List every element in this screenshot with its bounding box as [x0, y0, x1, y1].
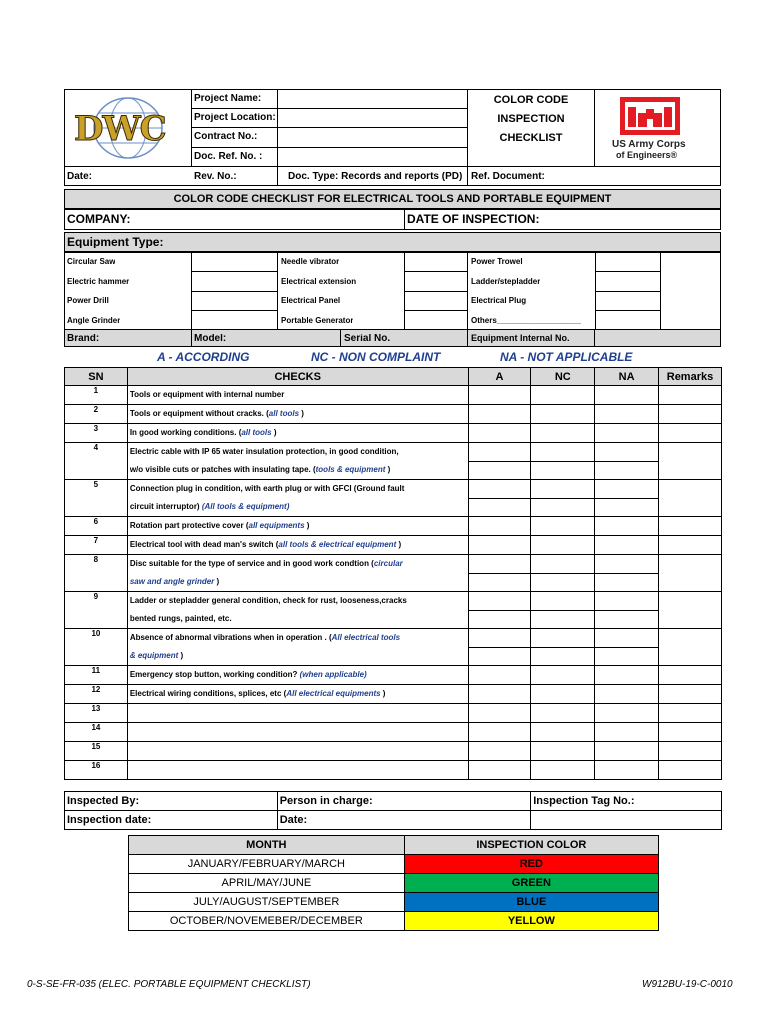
- check-text-part: In good working conditions. (: [129, 428, 242, 437]
- person-in-charge-label: Person in charge:: [279, 795, 373, 807]
- inspection-tag-cell[interactable]: [531, 792, 722, 811]
- check-a-cell[interactable]: [468, 704, 531, 723]
- check-na-cell[interactable]: [595, 405, 659, 424]
- check-text: [127, 685, 468, 704]
- check-remarks-cell[interactable]: [659, 592, 722, 629]
- check-sn: 7: [65, 536, 128, 555]
- check-scope-text: tools & equipment: [315, 465, 386, 474]
- equipment-others: Others___________________: [471, 317, 582, 325]
- check-text-end: ): [385, 465, 391, 474]
- usace-logo-line1: US Army Corps: [612, 139, 686, 150]
- check-sn: 10: [65, 629, 128, 666]
- section-title: COLOR CODE CHECKLIST FOR ELECTRICAL TOOLS AND PORTABLE EQUIPMENT: [173, 194, 612, 205]
- check-nc-cell[interactable]: [531, 443, 595, 480]
- table-row: [65, 666, 722, 685]
- check-text-part: bented rungs, painted, etc.: [129, 614, 232, 623]
- check-remarks-cell[interactable]: [659, 517, 722, 536]
- nc-header: NC: [531, 368, 595, 386]
- check-na-cell[interactable]: [595, 742, 659, 761]
- inspected-by-label: Inspected By:: [67, 795, 140, 807]
- check-sn: 4: [65, 443, 128, 480]
- check-remarks-cell[interactable]: [659, 386, 722, 405]
- equipment-checkbox[interactable]: [404, 291, 468, 311]
- check-text-part: w/o visible cuts or patches with insulating tape. (: [129, 465, 316, 474]
- check-sn: 11: [65, 666, 128, 685]
- table-row: [65, 480, 722, 517]
- check-a-cell[interactable]: [468, 443, 531, 480]
- check-a-cell[interactable]: [468, 723, 531, 742]
- month-range: APRIL/MAY/JUNE: [129, 874, 405, 893]
- check-nc-cell[interactable]: [531, 704, 595, 723]
- check-sn: 5: [65, 480, 128, 517]
- check-text: [127, 480, 468, 517]
- project-location-label: Project Location:: [194, 113, 276, 123]
- legend-according: A - ACCORDING: [157, 350, 250, 364]
- check-na-cell[interactable]: [595, 443, 659, 480]
- legend-not-applicable: NA - NOT APPLICABLE: [500, 350, 633, 364]
- check-remarks-cell[interactable]: [659, 685, 722, 704]
- check-text: [127, 443, 468, 480]
- company-field[interactable]: [150, 210, 403, 229]
- check-text: [127, 517, 468, 536]
- brand-row: [64, 329, 721, 347]
- check-text: [127, 386, 468, 405]
- check-nc-cell[interactable]: [531, 742, 595, 761]
- equipment-checkbox[interactable]: [191, 252, 278, 272]
- equipment-checkbox[interactable]: [595, 252, 661, 272]
- check-nc-cell[interactable]: [531, 629, 595, 666]
- check-text: [127, 405, 468, 424]
- check-scope-text: All electrical tools: [331, 633, 401, 642]
- brand-label: Brand:: [67, 334, 100, 344]
- check-a-cell[interactable]: [468, 666, 531, 685]
- check-a-cell[interactable]: [468, 592, 531, 629]
- rev-no-label: Rev. No.:: [194, 172, 237, 182]
- check-text: [127, 704, 468, 723]
- check-nc-cell[interactable]: [531, 536, 595, 555]
- footer-form-code: 0-S-SE-FR-035 (ELEC. PORTABLE EQUIPMENT CHECKLIST): [27, 980, 311, 990]
- equipment-power-drill: Power Drill: [67, 297, 109, 305]
- check-text-part: Disc suitable for the type of service and in good work condtion (: [129, 559, 374, 568]
- month-row: [129, 893, 659, 912]
- check-text-part: Rotation part protective cover (: [129, 521, 249, 530]
- month-color-table: [128, 835, 659, 931]
- footer-date-label: Date:: [279, 814, 308, 826]
- check-text-part: Ladder or stepladder general condition, check for rust, looseness,cracks: [129, 596, 407, 605]
- a-header: A: [468, 368, 531, 386]
- check-nc-cell[interactable]: [531, 386, 595, 405]
- check-remarks-cell[interactable]: [659, 723, 722, 742]
- inspection-color-cell: YELLOW: [404, 912, 658, 931]
- check-sn: 8: [65, 555, 128, 592]
- check-a-cell[interactable]: [468, 480, 531, 517]
- table-row: [65, 629, 722, 666]
- check-nc-cell[interactable]: [531, 517, 595, 536]
- check-text: [127, 424, 468, 443]
- check-sn: 16: [65, 761, 128, 780]
- check-na-cell[interactable]: [595, 480, 659, 517]
- check-nc-cell[interactable]: [531, 405, 595, 424]
- model-label: Model:: [194, 334, 227, 344]
- check-text-part: Tools or equipment without cracks. (: [129, 409, 269, 418]
- doc-ref-field[interactable]: [278, 148, 467, 166]
- dwc-logo-text: DWC: [74, 109, 166, 149]
- inspection-color-cell: GREEN: [404, 874, 658, 893]
- check-scope-text: saw and angle grinder: [129, 577, 215, 586]
- check-na-cell[interactable]: [595, 555, 659, 592]
- check-na-cell[interactable]: [595, 386, 659, 405]
- check-text: [127, 723, 468, 742]
- check-a-cell[interactable]: [468, 386, 531, 405]
- table-row: [65, 723, 722, 742]
- check-na-cell[interactable]: [595, 536, 659, 555]
- check-nc-cell[interactable]: [531, 424, 595, 443]
- check-sn: 2: [65, 405, 128, 424]
- na-header: NA: [595, 368, 659, 386]
- check-text-end: ): [271, 428, 277, 437]
- check-text-part: Tools or equipment with internal number: [129, 390, 285, 399]
- check-remarks-cell[interactable]: [659, 742, 722, 761]
- check-a-cell[interactable]: [468, 685, 531, 704]
- table-row: [65, 424, 722, 443]
- check-a-cell[interactable]: [468, 761, 531, 780]
- equipment-electrical-plug: Electrical Plug: [471, 297, 527, 305]
- check-scope-text: & equipment: [129, 651, 179, 660]
- contract-no-label: Contract No.:: [194, 132, 258, 142]
- project-name-field[interactable]: [278, 90, 467, 108]
- check-remarks-cell[interactable]: [659, 443, 722, 480]
- equipment-portable-generator: Portable Generator: [281, 317, 354, 325]
- check-remarks-cell[interactable]: [659, 480, 722, 517]
- table-row: [65, 742, 722, 761]
- check-a-cell[interactable]: [468, 555, 531, 592]
- check-a-cell[interactable]: [468, 405, 531, 424]
- table-row: [65, 761, 722, 780]
- check-remarks-cell[interactable]: [659, 536, 722, 555]
- check-a-cell[interactable]: [468, 536, 531, 555]
- check-scope-text: all equipments: [248, 521, 305, 530]
- equipment-circular-saw: Circular Saw: [67, 258, 116, 266]
- table-row: [65, 592, 722, 629]
- check-text-end: ): [304, 521, 310, 530]
- check-text-part: circuit interruptor): [129, 502, 202, 511]
- sn-header: SN: [65, 368, 128, 386]
- equipment-internal-label: Equipment Internal No.: [471, 334, 570, 343]
- check-remarks-cell[interactable]: [659, 666, 722, 685]
- check-a-cell[interactable]: [468, 742, 531, 761]
- remarks-header: Remarks: [659, 368, 722, 386]
- check-scope-text: all tools: [241, 428, 272, 437]
- inspection-fields: [64, 791, 722, 830]
- table-row: [65, 386, 722, 405]
- check-nc-cell[interactable]: [531, 666, 595, 685]
- check-scope-text: circular: [373, 559, 403, 568]
- table-row: [65, 517, 722, 536]
- check-na-cell[interactable]: [595, 629, 659, 666]
- legend-non-complaint: NC - NON COMPLAINT: [311, 350, 441, 364]
- check-remarks-cell[interactable]: [659, 704, 722, 723]
- equipment-electrical-extension: Electrical extension: [281, 278, 357, 286]
- equipment-checkbox[interactable]: [191, 291, 278, 311]
- check-sn: 13: [65, 704, 128, 723]
- month-range: JANUARY/FEBRUARY/MARCH: [129, 855, 405, 874]
- doc-type-text: Doc. Type: Records and reports (PD): [288, 172, 463, 182]
- check-na-cell[interactable]: [595, 704, 659, 723]
- equipment-needle-vibrator: Needle vibrator: [281, 258, 340, 266]
- check-text-part: Absence of abnormal vibrations when in operation . (: [129, 633, 332, 642]
- doc-ref-label: Doc. Ref. No. :: [194, 152, 263, 162]
- check-remarks-cell[interactable]: [659, 629, 722, 666]
- page-title: COLOR CODE INSPECTION CHECKLIST: [493, 94, 569, 144]
- check-text: [127, 536, 468, 555]
- check-sn: 1: [65, 386, 128, 405]
- check-text-part: Electrical tool with dead man's switch (: [129, 540, 279, 549]
- check-nc-cell[interactable]: [531, 685, 595, 704]
- check-text: [127, 761, 468, 780]
- usace-logo: [596, 91, 720, 165]
- check-text-end: ): [214, 577, 220, 586]
- equipment-checkbox[interactable]: [595, 291, 661, 311]
- check-remarks-cell[interactable]: [659, 555, 722, 592]
- check-a-cell[interactable]: [468, 629, 531, 666]
- check-na-cell[interactable]: [595, 517, 659, 536]
- table-row: [65, 555, 722, 592]
- serial-label: Serial No.: [344, 334, 391, 344]
- check-sn: 9: [65, 592, 128, 629]
- equipment-type-label: Equipment Type:: [67, 236, 164, 248]
- month-row: [129, 874, 659, 893]
- inspected-by-cell[interactable]: [65, 792, 278, 811]
- check-sn: 14: [65, 723, 128, 742]
- check-text: [127, 629, 468, 666]
- ref-document-label: Ref. Document:: [471, 172, 545, 182]
- check-text-part: Electric cable with IP 65 water insulation protection, in good condition,: [129, 447, 399, 456]
- empty-cell[interactable]: [531, 811, 722, 830]
- check-na-cell[interactable]: [595, 685, 659, 704]
- check-nc-cell[interactable]: [531, 480, 595, 517]
- table-row: [65, 536, 722, 555]
- person-in-charge-cell[interactable]: [277, 792, 531, 811]
- dwc-logo: [66, 91, 190, 165]
- usace-logo-line2: of Engineers®: [616, 150, 678, 160]
- check-a-cell[interactable]: [468, 424, 531, 443]
- checks-header: CHECKS: [127, 368, 468, 386]
- check-a-cell[interactable]: [468, 517, 531, 536]
- month-range: OCTOBER/NOVEMEBER/DECEMBER: [129, 912, 405, 931]
- check-nc-cell[interactable]: [531, 761, 595, 780]
- check-remarks-cell[interactable]: [659, 424, 722, 443]
- month-row: [129, 912, 659, 931]
- check-text-part: Electrical wiring conditions, splices, etc (: [129, 689, 287, 698]
- check-sn: 12: [65, 685, 128, 704]
- inspection-color-header: INSPECTION COLOR: [404, 836, 658, 855]
- table-row: [65, 685, 722, 704]
- check-nc-cell[interactable]: [531, 723, 595, 742]
- equipment-angle-grinder: Angle Grinder: [67, 317, 121, 325]
- inspection-tag-label: Inspection Tag No.:: [533, 795, 635, 807]
- check-remarks-cell[interactable]: [659, 405, 722, 424]
- check-scope-text: (All tools & equipment): [201, 502, 290, 511]
- check-text-part: Connection plug in condition, with earth plug or with GFCI (Ground fault: [129, 484, 405, 493]
- date-of-inspection-label: DATE OF INSPECTION:: [407, 213, 540, 225]
- month-row: [129, 855, 659, 874]
- check-na-cell[interactable]: [595, 424, 659, 443]
- project-location-field[interactable]: [278, 109, 467, 127]
- check-sn: 6: [65, 517, 128, 536]
- check-text: [127, 592, 468, 629]
- check-nc-cell[interactable]: [531, 592, 595, 629]
- date-label: Date:: [67, 172, 93, 182]
- equipment-checkbox[interactable]: [404, 252, 468, 272]
- check-sn: 3: [65, 424, 128, 443]
- check-na-cell[interactable]: [595, 723, 659, 742]
- table-row: [65, 443, 722, 480]
- check-text: [127, 555, 468, 592]
- company-label: COMPANY:: [67, 213, 131, 225]
- inspection-date-cell[interactable]: [65, 811, 278, 830]
- check-text-end: ): [380, 689, 386, 698]
- check-text-part: Emergency stop button, working condition?: [129, 670, 300, 679]
- check-text: [127, 666, 468, 685]
- date-cell[interactable]: [277, 811, 531, 830]
- check-na-cell[interactable]: [595, 761, 659, 780]
- check-remarks-cell[interactable]: [659, 761, 722, 780]
- check-scope-text: (when applicable): [299, 670, 367, 679]
- date-of-inspection-field[interactable]: [535, 210, 720, 229]
- month-range: JULY/AUGUST/SEPTEMBER: [129, 893, 405, 912]
- check-text-end: ): [299, 409, 304, 418]
- check-sn: 15: [65, 742, 128, 761]
- check-text: [127, 742, 468, 761]
- checks-table: [64, 367, 722, 780]
- check-na-cell[interactable]: [595, 592, 659, 629]
- inspection-date-label: Inspection date:: [67, 814, 152, 826]
- equipment-electric-hammer: Electric hammer: [67, 278, 130, 286]
- table-row: [65, 405, 722, 424]
- footer-contract-code: W912BU-19-C-0010: [642, 980, 733, 990]
- month-header: MONTH: [129, 836, 405, 855]
- check-text-end: ): [396, 540, 402, 549]
- inspection-color-cell: RED: [404, 855, 658, 874]
- project-name-label: Project Name:: [194, 94, 262, 104]
- equipment-ladder: Ladder/stepladder: [471, 278, 541, 286]
- check-nc-cell[interactable]: [531, 555, 595, 592]
- table-row: [65, 704, 722, 723]
- check-scope-text: All electrical equipments: [286, 689, 381, 698]
- check-scope-text: all tools & electrical equipment: [278, 540, 397, 549]
- check-text-end: ): [178, 651, 184, 660]
- check-na-cell[interactable]: [595, 666, 659, 685]
- check-scope-text: all tools: [268, 409, 300, 418]
- contract-no-field[interactable]: [278, 128, 467, 146]
- equipment-power-trowel: Power Trowel: [471, 258, 523, 266]
- equipment-electrical-panel: Electrical Panel: [281, 297, 341, 305]
- inspection-color-cell: BLUE: [404, 893, 658, 912]
